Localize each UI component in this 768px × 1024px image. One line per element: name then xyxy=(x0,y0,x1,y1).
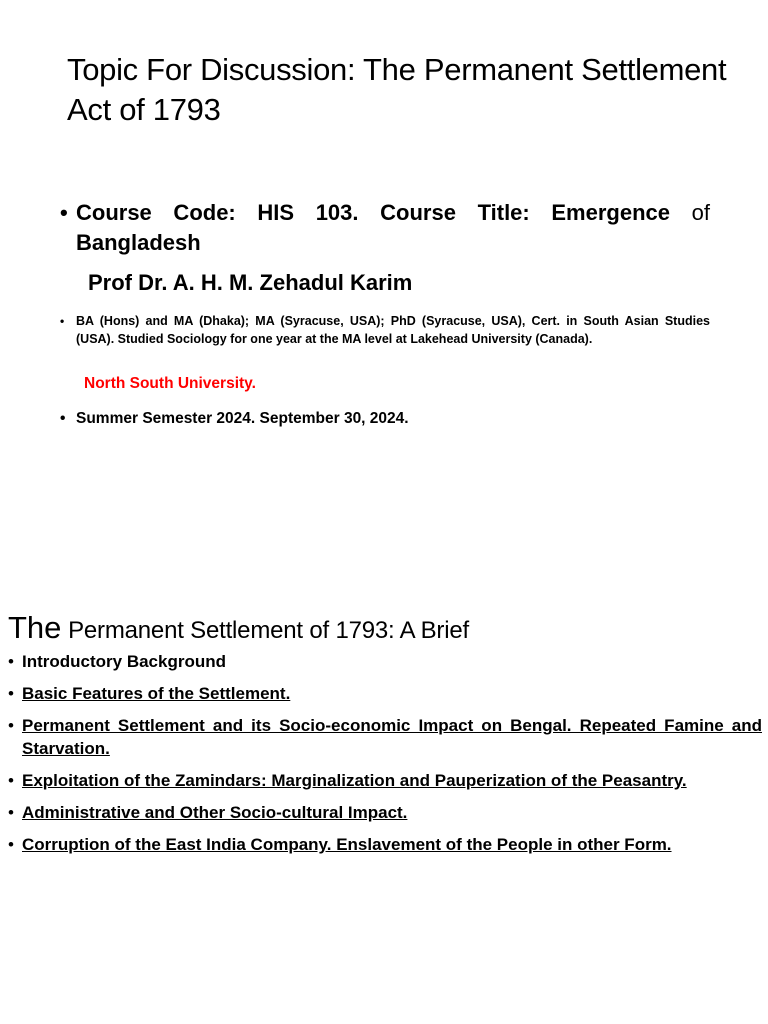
list-item xyxy=(8,833,762,856)
course-bullet xyxy=(60,198,710,258)
education-bullet xyxy=(60,312,710,348)
education-text: BA (Hons) and MA (Dhaka); MA (Syracuse, USA); PhD (Syracuse, USA), Cert. in South Asian Studies (USA). Studied Sociology for one year at the MA level at Lakehead University (Canada). xyxy=(76,314,710,346)
outline-title-the: The xyxy=(8,610,62,645)
course-of: of xyxy=(691,200,710,225)
list-item-text: Basic Features of the Settlement. xyxy=(22,684,291,703)
course-code-title: Course Code: HIS 103. Course Title: Emergence xyxy=(76,200,670,225)
bullet-dot: • xyxy=(8,684,14,703)
bullet-dot: • xyxy=(8,803,14,822)
list-item xyxy=(8,714,762,760)
course-info xyxy=(76,198,710,258)
list-item-text: Permanent Settlement and its Socio-economic Impact on Bengal. Repeated Famine and Starvation. xyxy=(22,716,762,758)
bullet-dot: • xyxy=(60,410,66,427)
course-subject: Bangladesh xyxy=(76,230,201,255)
slide-title: Topic For Discussion: The Permanent Settlement Act of 1793 xyxy=(67,52,727,127)
slide-outline xyxy=(0,600,768,1024)
bullet-dot: • xyxy=(8,835,14,854)
bullet-dot: • xyxy=(60,314,65,328)
list-item-text: Introductory Background xyxy=(22,652,227,671)
university-name: North South University. xyxy=(84,375,256,392)
professor-name: Prof Dr. A. H. M. Zehadul Karim xyxy=(88,270,413,295)
bullet-dot: • xyxy=(8,652,14,671)
bullet-dot: • xyxy=(8,716,14,735)
outline-title xyxy=(8,610,469,646)
list-item-text: Corruption of the East India Company. Enslavement of the People in other Form. xyxy=(22,835,672,854)
list-item-text: Administrative and Other Socio-cultural Impact. xyxy=(22,803,408,822)
semester-text: Summer Semester 2024. September 30, 2024. xyxy=(76,410,409,427)
semester-bullet xyxy=(60,408,710,430)
list-item xyxy=(8,769,762,792)
list-item xyxy=(8,682,762,705)
list-item-text: Exploitation of the Zamindars: Marginalization and Pauperization of the Peasantry. xyxy=(22,771,687,790)
list-item xyxy=(8,801,762,824)
bullet-dot: • xyxy=(8,771,14,790)
outline-list xyxy=(8,650,762,865)
bullet-dot: • xyxy=(60,200,68,225)
list-item xyxy=(8,650,762,673)
outline-title-rest: Permanent Settlement of 1793: A Brief xyxy=(68,617,469,644)
